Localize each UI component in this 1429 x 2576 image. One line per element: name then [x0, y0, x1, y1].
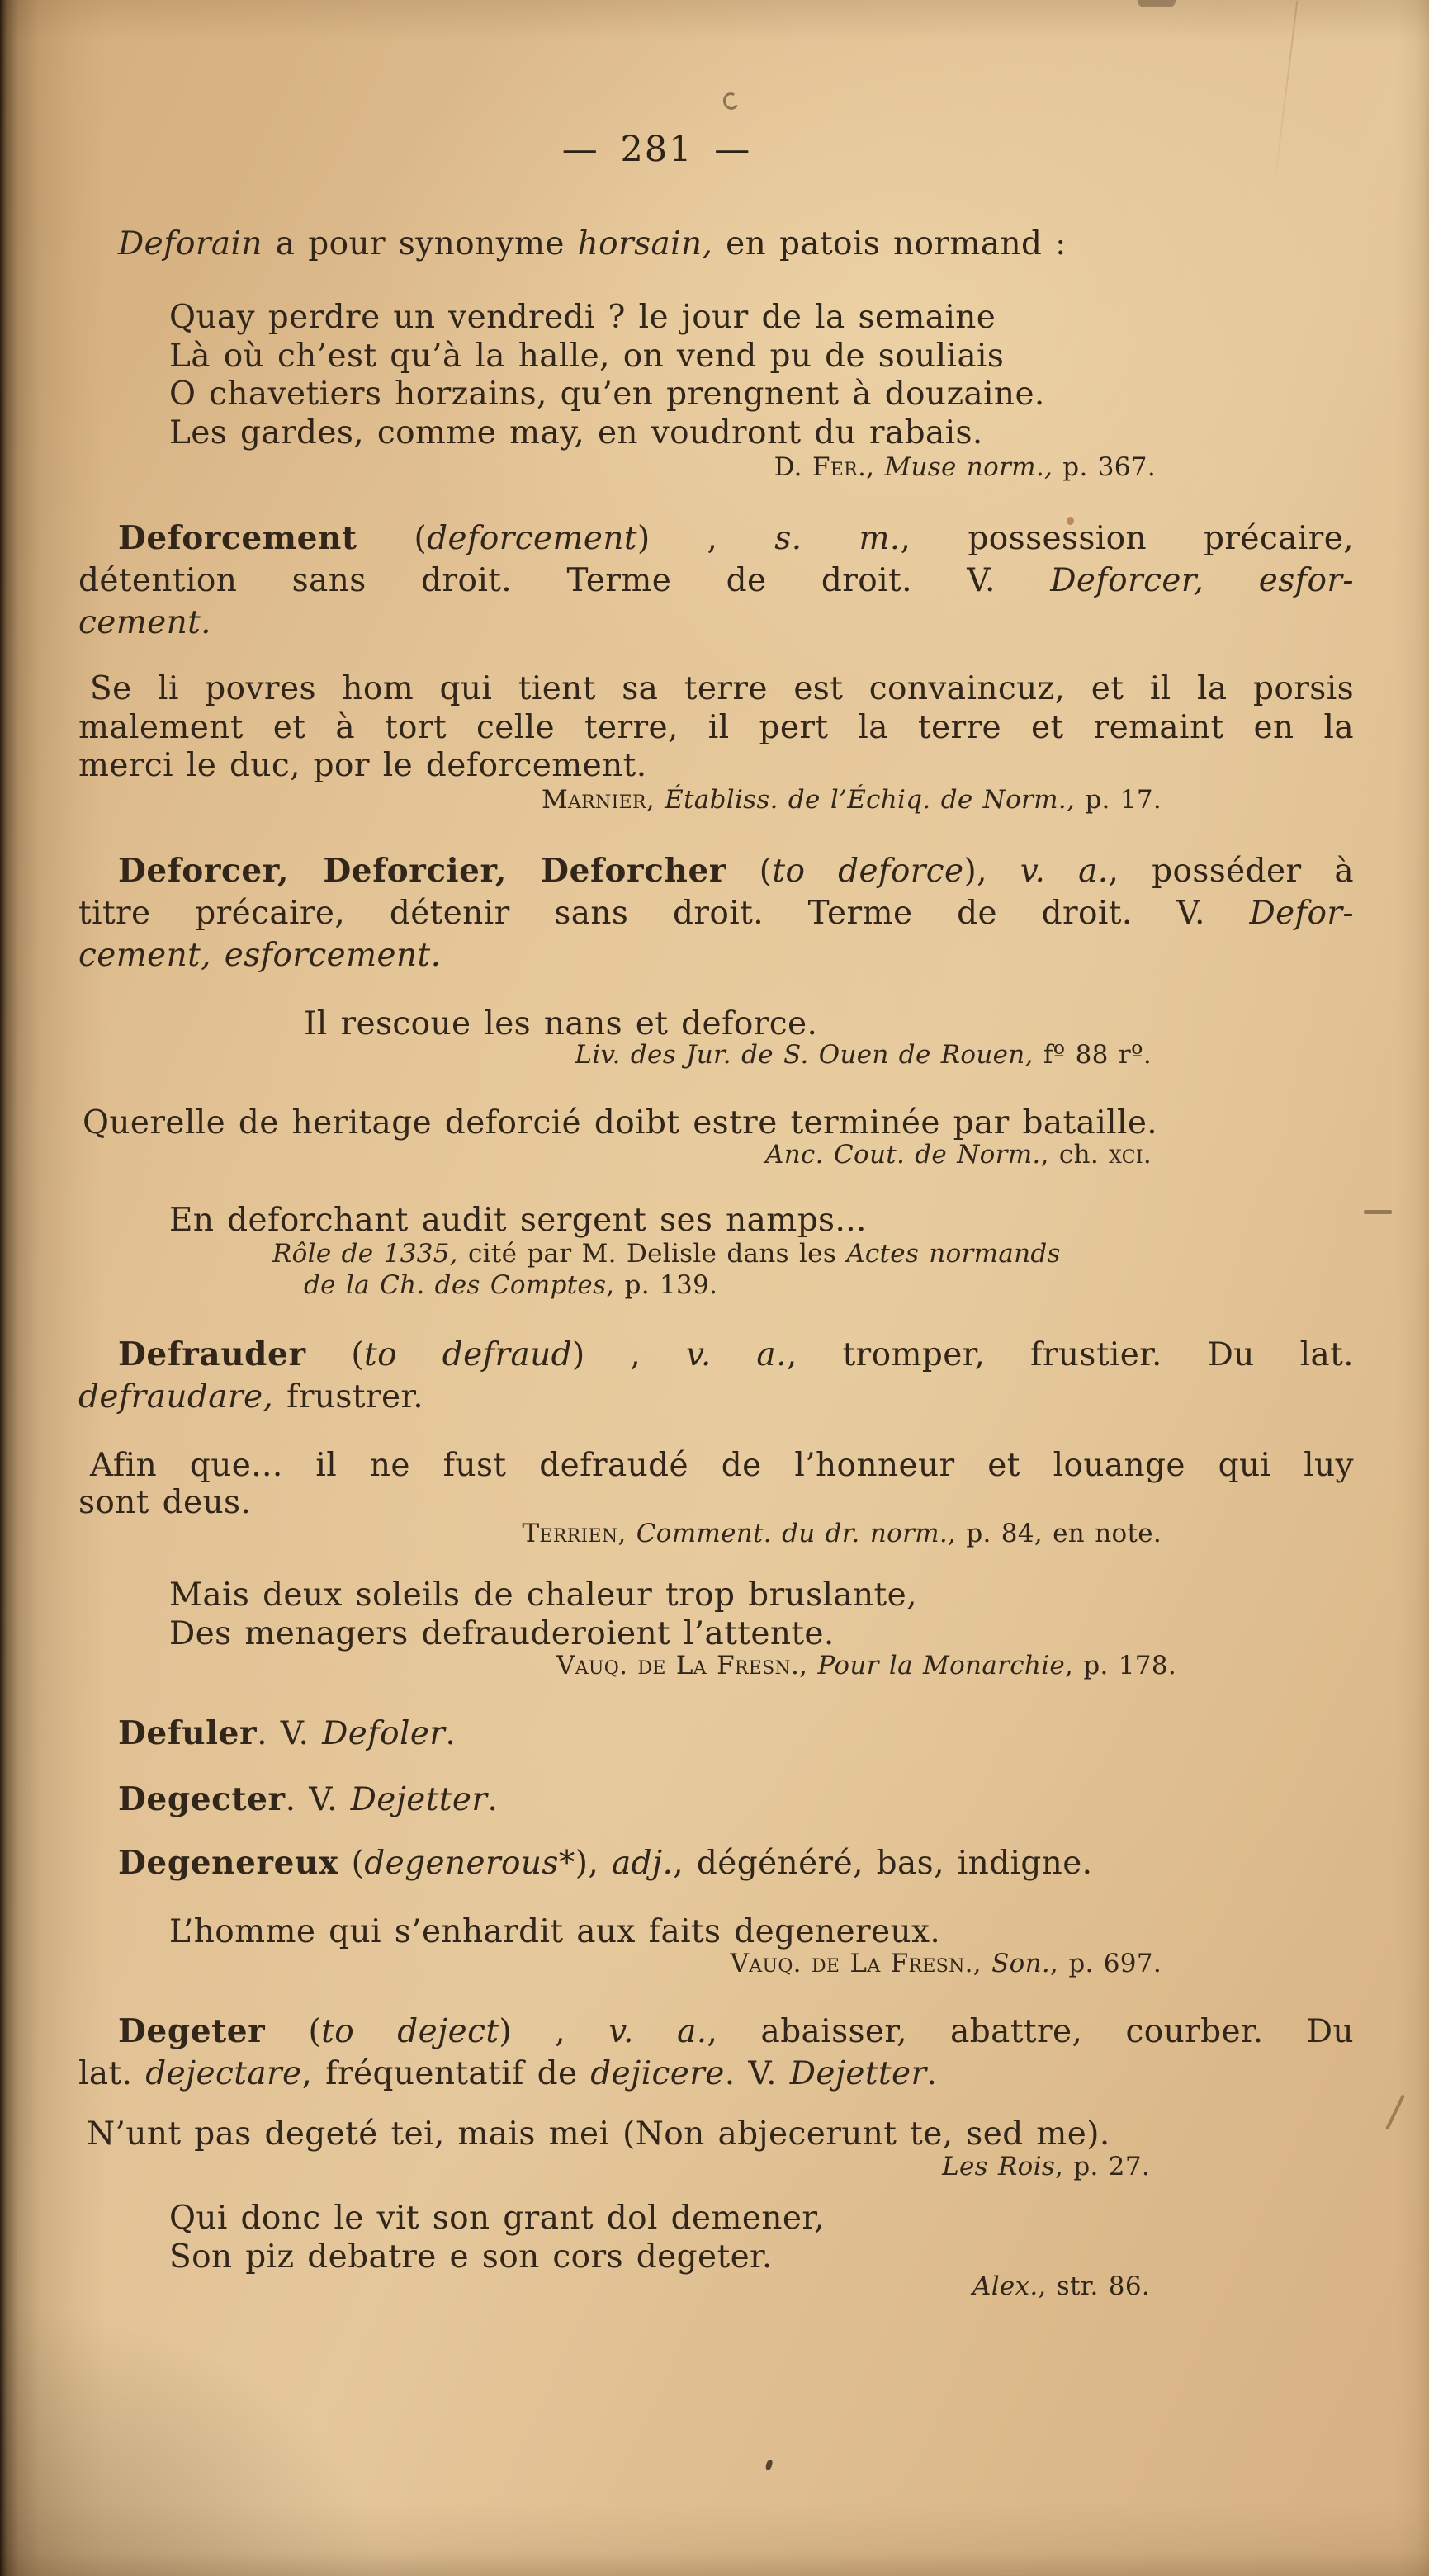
text-run: v. a.	[1020, 853, 1109, 890]
text-line	[78, 2270, 1150, 2303]
text-run: O chavetiers horzains, qu’en prengnent à douzaine.	[169, 376, 1045, 413]
text-run: .	[487, 1781, 499, 1818]
text-line	[169, 338, 1045, 376]
verse-quote	[169, 299, 1045, 452]
text-run: Anc. Cout. de Norm.	[765, 1140, 1041, 1170]
citation	[78, 2270, 1150, 2303]
text-run: cement, esforcement.	[78, 937, 442, 974]
text-run: Afin que... il ne fust defraudé de l’honneur et louange qui luy	[90, 1447, 1354, 1484]
text-run: Fer	[812, 452, 859, 482]
text-line	[169, 414, 1045, 453]
text-run: (	[357, 520, 428, 557]
citation	[272, 1238, 1238, 1301]
text-line	[272, 1269, 1238, 1301]
text-line	[78, 451, 1156, 484]
text-run: , str. 86.	[1038, 2271, 1150, 2301]
text-run: , p. 178.	[1065, 1651, 1176, 1680]
text-run: horsain,	[577, 225, 713, 262]
citation	[78, 1138, 1152, 1171]
text-line	[169, 1615, 917, 1654]
text-run: .	[445, 1715, 457, 1752]
text-run: defraudare,	[78, 1378, 274, 1416]
text-run: . V.	[285, 1781, 351, 1818]
text-run: malement et à tort celle terre, il pert la terre et remaint en la	[78, 708, 1354, 746]
text-line	[78, 747, 1354, 786]
text-run: L’homme qui s’enhardit aux faits degenereux.	[169, 1913, 941, 1950]
text-run: , p. 139.	[606, 1270, 718, 1300]
verse-quote	[169, 1201, 867, 1240]
text-run: Dejetter	[789, 2055, 927, 2092]
text-line	[169, 1201, 867, 1240]
text-line	[87, 2115, 1110, 2153]
text-run: ) ,	[499, 2013, 609, 2050]
text-line	[78, 560, 1354, 602]
citation	[78, 2150, 1150, 2183]
text-line	[78, 1517, 1162, 1550]
text-run: (	[726, 853, 773, 890]
text-run: Son.	[991, 1949, 1051, 1978]
text-run: .	[926, 2055, 938, 2092]
text-run: Alex.	[972, 2271, 1039, 2301]
text-line	[78, 225, 1354, 263]
citation	[78, 1649, 1176, 1682]
text-run: Defrauder	[118, 1335, 306, 1373]
prose-quote	[78, 1447, 1354, 1521]
text-run: . V.	[257, 1715, 323, 1752]
text-run: ),	[963, 853, 1020, 890]
text-line	[78, 892, 1354, 934]
text-run: v. a.	[686, 1336, 787, 1373]
text-line	[169, 299, 1045, 338]
text-run: lat.	[78, 2055, 146, 2092]
dictionary-entry	[78, 225, 1354, 263]
dictionary-entry	[78, 1780, 1354, 1819]
citation	[78, 451, 1156, 484]
text-run: dejectare	[145, 2055, 302, 2092]
text-run: , p. 27.	[1055, 2152, 1150, 2181]
text-run: en patois normand :	[712, 225, 1067, 262]
text-run: s. m.	[774, 520, 901, 557]
text-line	[169, 1912, 940, 1951]
text-line	[169, 2200, 825, 2238]
text-run: Établiss. de l’Échiq. de Norm.,	[665, 785, 1076, 815]
text-run: de la Ch. des Comptes	[304, 1270, 607, 1300]
text-run: Dejetter	[350, 1781, 488, 1818]
text-run: ,	[646, 785, 665, 815]
text-run: , p. 697.	[1050, 1949, 1162, 1978]
text-line	[78, 1138, 1152, 1171]
text-run: sont deus.	[78, 1484, 252, 1521]
text-run: En deforchant audit sergent ses namps...	[169, 1202, 867, 1239]
text-run: Deforcer, Deforcier, Deforcher	[118, 852, 727, 890]
text-line	[272, 1238, 1238, 1269]
text-run: , abaisser, abattre, courber. Du	[707, 2013, 1354, 2050]
text-line	[78, 2011, 1354, 2053]
text-run: Quay perdre un vendredi ? le jour de la semaine	[169, 299, 996, 336]
text-run: cement.	[78, 604, 211, 641]
text-run: Defoler	[322, 1715, 446, 1752]
text-line	[78, 1484, 1354, 1521]
text-line	[78, 1447, 1354, 1484]
text-run: (	[305, 1336, 365, 1373]
text-line	[169, 376, 1045, 414]
text-run: , dégénéré, bas, indigne.	[673, 1845, 1093, 1882]
text-run: Mais deux soleils de chaleur trop bruslante,	[169, 1576, 917, 1614]
text-run: Degenereux	[118, 1844, 338, 1882]
text-run: Terrien	[522, 1519, 618, 1548]
text-run: .,	[858, 452, 885, 482]
text-run: Il rescoue les nans et deforce.	[304, 1005, 818, 1042]
text-run: ),	[575, 1845, 612, 1882]
prose-quote	[87, 2115, 1110, 2153]
text-run: Querelle de heritage deforcié doibt estre terminée par bataille.	[83, 1104, 1158, 1141]
text-run: Les gardes, comme may, en voudront du rabais.	[169, 414, 983, 451]
citation	[78, 1038, 1152, 1071]
text-run: Actes normands	[846, 1239, 1061, 1269]
text-run: titre précaire, détenir sans droit. Terme de droit. V.	[78, 895, 1250, 932]
text-line	[78, 1038, 1152, 1071]
text-line	[78, 1376, 1354, 1418]
page-number: — 281 —	[561, 129, 752, 170]
text-run: , ch.	[1040, 1140, 1110, 1170]
text-run: fº 88 rº.	[1033, 1040, 1152, 1070]
text-run: merci le duc, por le deforcement.	[78, 747, 647, 784]
text-run: Pour la Monarchie	[817, 1651, 1066, 1680]
text-run: to deject	[321, 2013, 499, 2050]
dictionary-entry	[78, 1714, 1354, 1753]
text-run: adj.	[611, 1845, 674, 1882]
text-run: frustrer.	[273, 1378, 423, 1416]
text-run: dejicere	[590, 2055, 725, 2092]
text-run: . V.	[724, 2055, 790, 2092]
text-run: cité par M. Delisle dans les	[457, 1239, 847, 1269]
text-run: Se li povres hom qui tient sa terre est convaincuz, et il la porsis	[90, 670, 1354, 707]
text-line	[78, 1334, 1354, 1376]
text-run: .	[1143, 1140, 1152, 1170]
text-run: Degecter	[118, 1780, 286, 1818]
text-run: .,	[964, 1949, 992, 1978]
text-run: Des menagers defrauderoient l’attente.	[169, 1614, 835, 1652]
text-run: Defuler	[118, 1714, 258, 1752]
text-run: Comment. du dr. norm.	[636, 1519, 949, 1548]
text-run: , p. 84, en note.	[948, 1519, 1162, 1548]
citation	[78, 1947, 1162, 1980]
text-run: ) ,	[636, 520, 775, 557]
dictionary-entry	[78, 1844, 1354, 1883]
text-line	[78, 2053, 1354, 2095]
text-run: Marnier	[541, 785, 646, 815]
text-line	[78, 783, 1162, 816]
text-run: p. 17.	[1075, 785, 1162, 815]
text-line	[78, 670, 1354, 709]
text-run: deforcement	[427, 520, 637, 557]
dictionary-entry	[78, 2011, 1354, 2095]
ink-curl-mark	[722, 91, 741, 111]
text-run: détention sans droit. Terme de droit. V.	[78, 562, 1051, 599]
text-run: ,	[617, 1519, 636, 1548]
verse-quote	[169, 1576, 917, 1653]
citation	[78, 783, 1162, 816]
text-run: D.	[774, 452, 812, 482]
text-run: .,	[791, 1651, 818, 1680]
text-run: a pour synonyme	[262, 225, 578, 262]
text-run: p. 367.	[1053, 452, 1156, 482]
text-run: Vauq. de La Fresn	[556, 1651, 792, 1680]
text-line	[78, 934, 1354, 976]
text-run: Deforain	[118, 225, 263, 262]
verse-quote	[169, 2200, 825, 2276]
prose-quote	[78, 670, 1354, 786]
margin-slash-mark	[1385, 2094, 1405, 2129]
text-run: , posséder à	[1108, 853, 1354, 890]
text-run: Muse norm.,	[884, 452, 1053, 482]
text-line	[304, 1004, 817, 1043]
text-line	[78, 518, 1354, 560]
text-line	[78, 1649, 1176, 1682]
text-run: Defor-	[1249, 895, 1354, 932]
verse-quote	[169, 1912, 940, 1951]
dictionary-entry	[78, 518, 1354, 644]
text-run: Son piz debatre e son cors degeter.	[169, 2238, 773, 2276]
text-run: Degeter	[118, 2012, 266, 2050]
text-run: Liv. des Jur. de S. Ouen de Rouen,	[575, 1040, 1034, 1070]
text-run: , possession précaire,	[900, 520, 1354, 557]
text-run: to deforce	[772, 853, 964, 890]
verse-quote	[304, 1004, 817, 1043]
text-line	[78, 850, 1354, 892]
text-run: N’unt pas degeté tei, mais mei (Non abjecerunt te, sed me).	[87, 2115, 1110, 2153]
text-run: Deforcer, esfor-	[1050, 562, 1354, 599]
text-run: v. a.	[608, 2013, 707, 2050]
text-run: , tromper, frustier. Du lat.	[786, 1336, 1354, 1373]
citation	[78, 1517, 1162, 1550]
text-run: , fréquentatif de	[301, 2055, 591, 2092]
text-run: xci	[1109, 1140, 1143, 1170]
text-run: Qui donc le vit son grant dol demener,	[169, 2200, 825, 2237]
text-line	[78, 709, 1354, 748]
ink-speck	[765, 2459, 774, 2470]
text-line	[78, 1947, 1162, 1980]
edge-mark	[1138, 0, 1176, 7]
text-line	[78, 1780, 1354, 1819]
text-run: to defraud	[364, 1336, 573, 1373]
text-run: Là où ch’est qu’à la halle, on vend pu de souliais	[169, 337, 1005, 375]
text-line	[83, 1104, 1157, 1142]
dictionary-entry	[78, 1334, 1354, 1418]
text-run: Rôle de 1335,	[272, 1239, 458, 1269]
text-line	[169, 1576, 917, 1615]
text-run: degenerous*	[364, 1845, 575, 1882]
dictionary-entry	[78, 850, 1354, 976]
prose-quote	[83, 1104, 1157, 1142]
text-run: (	[265, 2013, 322, 2050]
text-run: Deforcement	[118, 519, 357, 557]
text-run: Les Rois	[942, 2152, 1056, 2181]
text-run: Vauq. de La Fresn	[730, 1949, 965, 1978]
text-line	[78, 2150, 1150, 2183]
margin-dash-mark	[1364, 1210, 1392, 1214]
text-run: ) ,	[572, 1336, 687, 1373]
text-line	[78, 1844, 1354, 1883]
text-run: (	[338, 1845, 365, 1882]
text-line	[78, 1714, 1354, 1753]
text-line	[78, 602, 1354, 644]
